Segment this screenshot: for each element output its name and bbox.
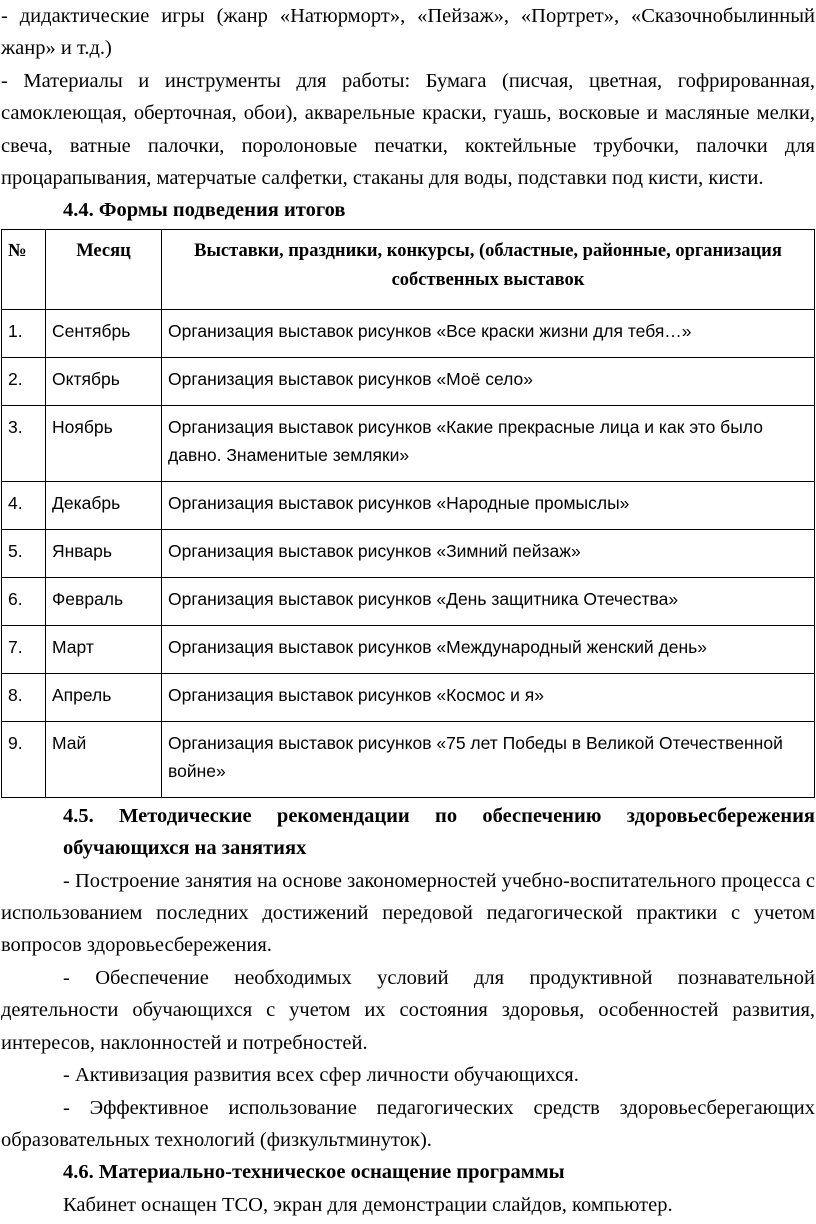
header-month: Месяц [46,229,162,309]
row-event: Организация выставок рисунков «75 лет Победы в Великой Отечественной войне» [162,721,815,797]
table-row [2,577,815,625]
row-event: Организация выставок рисунков «Зимний пейзаж» [162,529,815,577]
health-recommendation-item: - Эффективное использование педагогических средств здоровьесберегающих образовательных технологий (физкультминуток). [1,1096,815,1151]
row-number: 1. [2,309,46,357]
table-row [2,405,815,481]
table-row [2,309,815,357]
table-row [2,481,815,529]
row-month: Сентябрь [46,309,162,357]
didactic-games-paragraph: - дидактические игры (жанр «Натюрморт», «Пейзаж», «Портрет», «Сказочнобылинный жанр» и т.д.) [1,5,815,60]
section-4-4-heading: 4.4. Формы подведения итогов [63,199,346,222]
row-event: Организация выставок рисунков «Моё село» [162,357,815,405]
table-header-row [2,229,815,309]
results-table [1,229,815,798]
row-number: 2. [2,357,46,405]
row-number: 4. [2,481,46,529]
row-event: Организация выставок рисунков «Международный женский день» [162,625,815,673]
materials-paragraph: - Материалы и инструменты для работы: Бумага (писчая, цветная, гофрированная, самоклеющая, оберточная, обои), акварельные краски, гуашь, восковые и масляные мелки, свеча, ватные палочки, поролоновые печатки, коктейльные трубочки, палочки для процарапывания, матерчатые салфетки, стаканы для воды, подставки под кисти, кисти. [1,69,815,190]
row-event: Организация выставок рисунков «День защитника Отечества» [162,577,815,625]
row-month: Март [46,625,162,673]
header-events: Выставки, праздники, конкурсы, (областные, районные, организация собственных выставок [162,229,815,309]
table-row [2,673,815,721]
row-month: Январь [46,529,162,577]
table-row [2,721,815,797]
row-number: 3. [2,405,46,481]
row-month: Февраль [46,577,162,625]
health-recommendation-item: - Построение занятия на основе закономерностей учебно-воспитательного процесса с использованием последних достижений передовой педагогической практики с учетом вопросов здоровьесбережения. [1,869,815,957]
table-row [2,357,815,405]
row-month: Октябрь [46,357,162,405]
header-number: № [2,229,46,309]
row-event: Организация выставок рисунков «Все краски жизни для тебя…» [162,309,815,357]
row-month: Декабрь [46,481,162,529]
row-event: Организация выставок рисунков «Какие прекрасные лица и как это было давно. Знаменитые земляки» [162,405,815,481]
row-number: 9. [2,721,46,797]
row-month: Апрель [46,673,162,721]
health-recommendation-item: - Активизация развития всех сфер личности обучающихся. [63,1064,579,1087]
row-month: Май [46,721,162,797]
row-number: 5. [2,529,46,577]
section-4-6-heading: 4.6. Материально-техническое оснащение программы [63,1161,565,1184]
health-recommendation-item: - Обеспечение необходимых условий для продуктивной познавательной деятельности обучающихся с учетом их состояния здоровья, особенностей развития, интересов, наклонностей и потребностей. [1,966,815,1054]
row-number: 8. [2,673,46,721]
table-row [2,529,815,577]
row-event: Организация выставок рисунков «Народные промыслы» [162,481,815,529]
equipment-paragraph: Кабинет оснащен ТСО, экран для демонстрации слайдов, компьютер. [63,1193,673,1216]
row-month: Ноябрь [46,405,162,481]
row-number: 6. [2,577,46,625]
row-event: Организация выставок рисунков «Космос и я» [162,673,815,721]
row-number: 7. [2,625,46,673]
section-4-5-heading: 4.5. Методические рекомендации по обеспечению здоровьесбережения обучающихся на занятиях [63,804,815,860]
table-row [2,625,815,673]
